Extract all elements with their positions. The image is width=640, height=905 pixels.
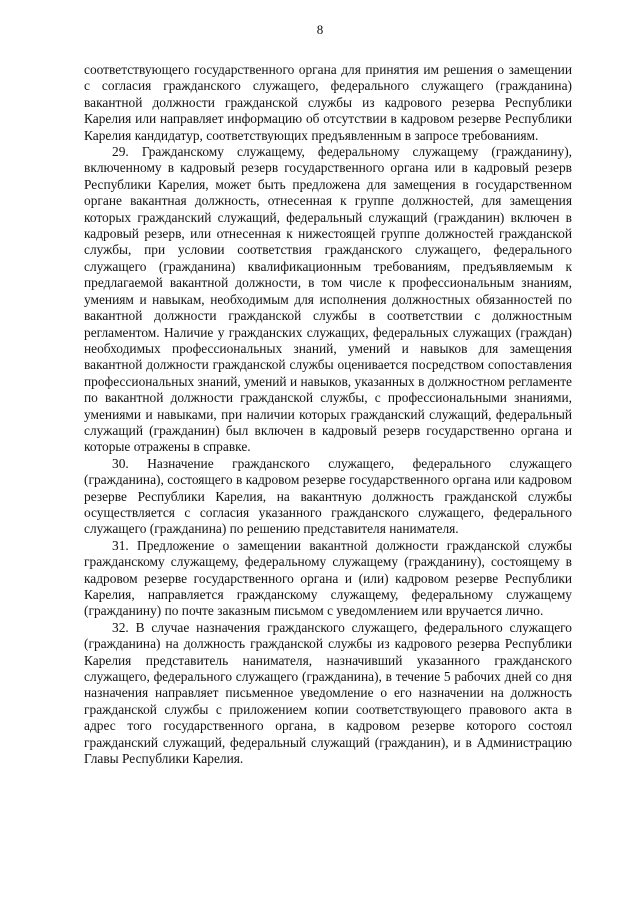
document-body <box>84 62 572 767</box>
paragraph-continuation: соответствующего государственного органа для принятия им решения о замещении с согласия гражданского служащего, федерального служащего (гражданина) вакантной должности гражданской службы из кадрового резерва Республики Карелия или направляет информацию об отсутствии в кадровом резерве Республики Карелия кандидатур, соответствующих предъявленным в запросе требованиям. <box>84 62 572 143</box>
page-number: 8 <box>316 22 324 37</box>
paragraph-32: 32. В случае назначения гражданского служащего, федерального служащего (гражданина) на должность гражданской службы из кадрового резерва Республики Карелия представитель нанимателя, назначивший указанного гражданского служащего, федерального служащего (гражданина), в течение 5 рабочих дней со дня назначения направляет письменное уведомление о его назначении на должность гражданской службы с приложением копии соответствующего правового акта в адрес того государственного органа, в кадровом резерве которого состоял гражданский служащий, федеральный служащий (гражданин), и в Администрацию Главы Республики Карелия. <box>84 619 572 767</box>
paragraph-30: 30. Назначение гражданского служащего, федерального служащего (гражданина), состоящего в кадровом резерве государственного органа или кадровом резерве Республики Карелия, на вакантную должность гражданской службы осуществляется с согласия указанного гражданского служащего, федерального служащего (гражданина) по решению представителя нанимателя. <box>84 455 572 537</box>
paragraph-31: 31. Предложение о замещении вакантной должности гражданской службы гражданскому служащему, федеральному служащему (гражданину), состоящему в кадровом резерве государственного органа и (или) кадровом резерве Республики Карелия, направляется гражданскому служащему, федеральному служащему (гражданину) по почте заказным письмом с уведомлением или вручается лично. <box>84 537 572 619</box>
paragraph-29: 29. Гражданскому служащему, федеральному служащему (гражданину), включенному в кадровый резерв государственного органа или в кадровый резерв Республики Карелия, может быть предложена для замещения в государственном органе вакантная должность, отнесенная к группе должностей, для замещения которых гражданский служащий, федеральный служащий (гражданин) включен в кадровый резерв, или отнесенная к нижестоящей группе должностей гражданской службы, при условии соответствия гражданского служащего, федерального служащего (гражданина) квалификационным требованиям, предъявляемым к предлагаемой вакантной должности, в том числе к профессиональным знаниям, умениям и навыкам, необходимым для исполнения должностных обязанностей по вакантной должности гражданской службы в соответствии с должностным регламентом. Наличие у гражданских служащих, федеральных служащих (граждан) необходимых профессиональных знаний, умений и навыков для замещения вакантной должности гражданской службы оценивается посредством сопоставления профессиональных знаний, умений и навыков, указанных в должностном регламенте по вакантной должности гражданской службы, с профессиональными знаниями, умениями и навыками, при наличии которых гражданский служащий, федеральный служащий (гражданин) был включен в кадровый резерв государственно органа и которые отражены в справке. <box>84 144 572 455</box>
